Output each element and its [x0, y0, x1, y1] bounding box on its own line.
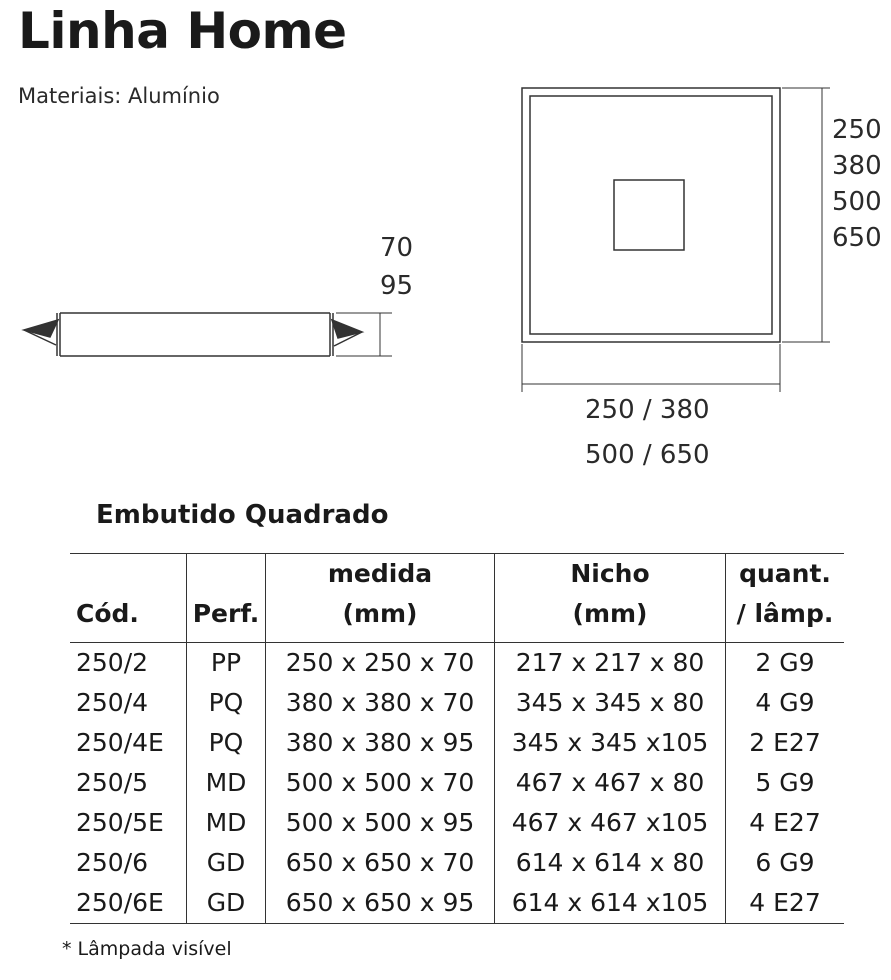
header-cod: Cód.	[70, 554, 187, 643]
top-side-values	[832, 112, 882, 256]
table-row	[70, 843, 844, 883]
header-medida: medida (mm)	[266, 554, 495, 643]
top-side-value: 500	[832, 187, 882, 217]
cell-nicho: 345 x 345 x105	[495, 723, 726, 763]
page-title: Linha Home	[18, 2, 347, 60]
cell-nicho: 467 x 467 x 80	[495, 763, 726, 803]
section-title: Embutido Quadrado	[96, 500, 389, 530]
cell-perf: MD	[187, 803, 266, 843]
cell-perf: PP	[187, 643, 266, 684]
table-row	[70, 763, 844, 803]
header-perf: Perf.	[187, 554, 266, 643]
cell-quant: 4 G9	[726, 683, 845, 723]
top-width-value: 250 / 380	[585, 395, 710, 425]
cell-cod: 250/6	[76, 848, 149, 877]
cell-cod: 250/4E	[76, 728, 164, 757]
top-side-value: 380	[832, 151, 882, 181]
cell-medida: 650 x 650 x 95	[266, 883, 495, 924]
side-height-value: 95	[380, 271, 414, 301]
cell-cod: 250/2	[76, 648, 149, 677]
table-row	[70, 723, 844, 763]
table-row	[70, 803, 844, 843]
cell-perf: GD	[187, 883, 266, 924]
cell-quant: 6 G9	[726, 843, 845, 883]
cell-quant: 4 E27	[726, 803, 845, 843]
cell-nicho: 345 x 345 x 80	[495, 683, 726, 723]
materials-label: Materiais: Alumínio	[18, 84, 220, 108]
cell-medida: 500 x 500 x 95	[266, 803, 495, 843]
cell-cod: 250/4	[76, 688, 149, 717]
cell-perf: PQ	[187, 723, 266, 763]
table-row	[70, 883, 844, 924]
top-side-value: 250	[832, 115, 882, 145]
table-row	[70, 683, 844, 723]
footnote: * Lâmpada visível	[62, 938, 232, 960]
side-view-drawing	[24, 313, 392, 356]
cell-nicho: 467 x 467 x105	[495, 803, 726, 843]
cell-cod: 250/5	[76, 768, 149, 797]
table-row	[70, 643, 844, 684]
cell-perf: MD	[187, 763, 266, 803]
cell-quant: 4 E27	[726, 883, 845, 924]
cell-medida: 380 x 380 x 70	[266, 683, 495, 723]
header-quant: quant. / lâmp.	[726, 554, 845, 643]
cell-quant: 5 G9	[726, 763, 845, 803]
cell-perf: PQ	[187, 683, 266, 723]
cell-medida: 250 x 250 x 70	[266, 643, 495, 684]
top-width-values	[585, 388, 710, 478]
spec-table	[70, 553, 844, 924]
cell-nicho: 614 x 614 x 80	[495, 843, 726, 883]
table-header-row	[70, 554, 844, 643]
top-side-value: 650	[832, 223, 882, 253]
cell-medida: 650 x 650 x 70	[266, 843, 495, 883]
side-height-value: 70	[380, 233, 414, 263]
cell-nicho: 217 x 217 x 80	[495, 643, 726, 684]
header-nicho: Nicho (mm)	[495, 554, 726, 643]
cell-cod: 250/5E	[76, 808, 164, 837]
cell-perf: GD	[187, 843, 266, 883]
top-width-value: 500 / 650	[585, 440, 710, 470]
side-height-values	[380, 229, 413, 305]
cell-cod: 250/6E	[70, 883, 187, 924]
cell-nicho: 614 x 614 x105	[495, 883, 726, 924]
cell-medida: 500 x 500 x 70	[266, 763, 495, 803]
top-view-drawing	[522, 88, 830, 392]
cell-medida: 380 x 380 x 95	[266, 723, 495, 763]
cell-quant: 2 E27	[726, 723, 845, 763]
cell-quant: 2 G9	[726, 643, 845, 684]
